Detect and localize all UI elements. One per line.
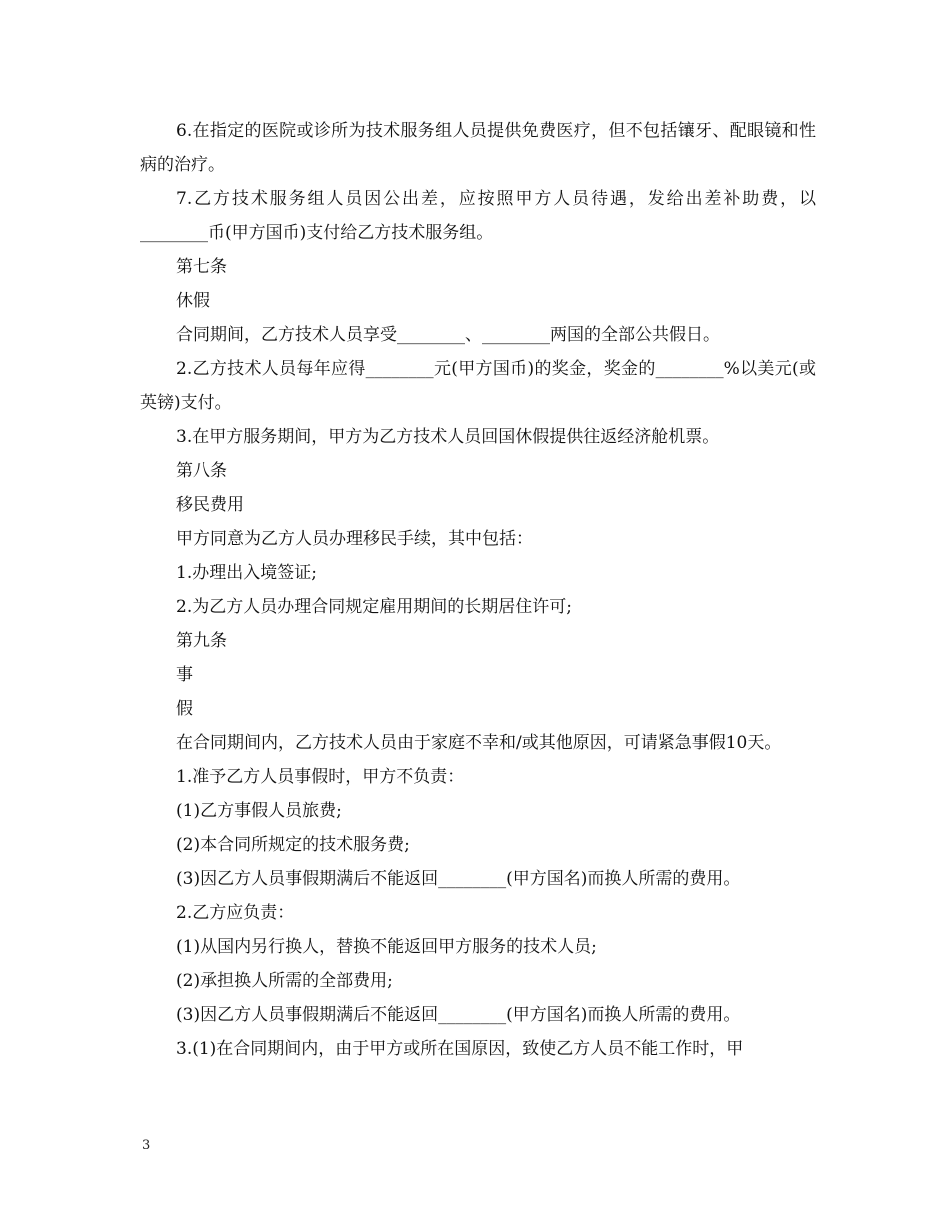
section-title: 假 [176, 699, 193, 719]
paragraph: 合同期间，乙方技术人员享受________、________两国的全部公共假日。 [176, 325, 720, 345]
list-item: 3.(1)在合同期间内，由于甲方或所在国原因，致使乙方人员不能工作时，甲 [176, 1039, 744, 1059]
list-item: 2.为乙方人员办理合同规定雇用期间的长期居住许可; [176, 597, 572, 617]
list-item: 1.办理出入境签证; [176, 563, 317, 583]
section-title: 休假 [176, 291, 210, 311]
list-item: 1.准予乙方人员事假时，甲方不负责： [176, 767, 465, 787]
article-heading: 第七条 [176, 257, 227, 277]
paragraph: 2.乙方技术人员每年应得________元(甲方国币)的奖金，奖金的________%以美元(或英镑)支付。 [140, 359, 816, 413]
section-title: 移民费用 [176, 495, 244, 515]
paragraph: 在合同期间内，乙方技术人员由于家庭不幸和/或其他原因，可请紧急事假10天。 [176, 733, 782, 753]
list-item: (1)乙方事假人员旅费; [176, 801, 342, 821]
page-number: 3 [142, 1138, 151, 1153]
section-title: 事 [176, 665, 193, 685]
article-heading: 第九条 [176, 631, 227, 651]
list-item: (2)本合同所规定的技术服务费; [176, 835, 410, 855]
paragraph: 6.在指定的医院或诊所为技术服务组人员提供免费医疗，但不包括镶牙、配眼镜和性病的治疗。 [140, 121, 816, 175]
article-heading: 第八条 [176, 461, 227, 481]
list-item: (3)因乙方人员事假期满后不能返回________(甲方国名)而换人所需的费用。 [176, 869, 741, 889]
list-item: (2)承担换人所需的全部费用; [176, 971, 393, 991]
document-body [140, 114, 816, 1066]
paragraph: 7.乙方技术服务组人员因公出差，应按照甲方人员待遇，发给出差补助费，以________币(甲方国币)支付给乙方技术服务组。 [140, 189, 816, 243]
paragraph: 甲方同意为乙方人员办理移民手续，其中包括： [176, 529, 533, 549]
paragraph: 3.在甲方服务期间，甲方为乙方技术人员回国休假提供往返经济舱机票。 [176, 427, 720, 447]
list-item: (3)因乙方人员事假期满后不能返回________(甲方国名)而换人所需的费用。 [176, 1005, 741, 1025]
list-item: 2.乙方应负责： [176, 903, 295, 923]
list-item: (1)从国内另行换人，替换不能返回甲方服务的技术人员; [176, 937, 597, 957]
